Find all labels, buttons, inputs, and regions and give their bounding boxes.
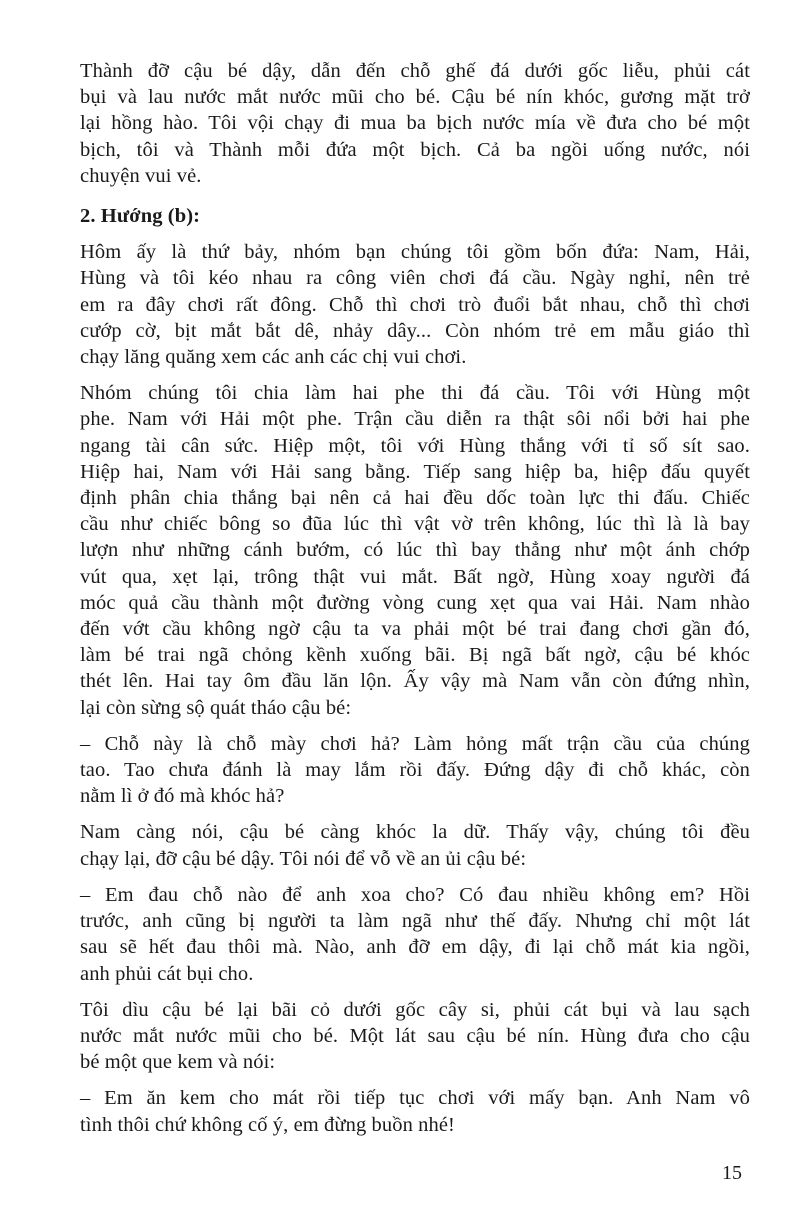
- text-line: Hiệp hai, Nam với Hải sang bằng. Tiếp sang hiệp ba, hiệp đấu quyết: [80, 460, 750, 483]
- page-content: [80, 58, 750, 1138]
- text-line: Nhóm chúng tôi chia làm hai phe thi đá cầu. Tôi với Hùng một: [80, 382, 750, 405]
- text-line: chuyện vui vẻ.: [80, 164, 202, 187]
- text-line: làm bé trai ngã chỏng kềnh xuống bãi. Bị ngã bất ngờ, cậu bé khóc: [80, 644, 750, 667]
- text-line: sau sẽ hết đau thôi mà. Nào, anh đỡ em dậy, đi lại chỗ mát kia ngồi,: [80, 936, 750, 959]
- text-line: chạy lại, đỡ cậu bé dậy. Tôi nói để vỗ về an ủi cậu bé:: [80, 847, 527, 870]
- text-line: lượn như những cánh bướm, có lúc thì bay thẳng như một ánh chớp: [80, 539, 750, 562]
- text-line: – Chỗ này là chỗ mày chơi hả? Làm hỏng mất trận cầu của chúng: [80, 732, 750, 755]
- text-line: lại hồng hào. Tôi vội chạy đi mua ba bịch nước mía về đưa cho bé một: [80, 112, 750, 135]
- text-line: nằm lì ở đó mà khóc hả?: [80, 785, 285, 808]
- text-line: chạy lăng quăng xem các anh các chị vui chơi.: [80, 346, 467, 369]
- paragraph-7: [80, 997, 750, 1076]
- text-line: Hôm ấy là thứ bảy, nhóm bạn chúng tôi gồm bốn đứa: Nam, Hải,: [80, 241, 750, 264]
- paragraph-2: [80, 239, 750, 370]
- text-line: ngang tài cân sức. Hiệp một, tôi với Hùng thắng với tỉ số sít sao.: [80, 434, 750, 457]
- text-line: nước mắt nước mũi cho bé. Một lát sau cậu bé nín. Hùng đưa cho cậu: [80, 1024, 750, 1047]
- paragraph-3: [80, 380, 750, 721]
- paragraph-5: [80, 819, 750, 871]
- paragraph-8: [80, 1085, 750, 1137]
- paragraph-1: [80, 58, 750, 189]
- page-number: 15: [722, 1162, 742, 1184]
- text-line: Nam càng nói, cậu bé càng khóc la dữ. Thấy vậy, chúng tôi đều: [80, 821, 750, 844]
- text-line: – Em đau chỗ nào để anh xoa cho? Có đau nhiều không em? Hồi: [80, 883, 750, 906]
- text-line: vút qua, xẹt lại, trông thật vui mắt. Bất ngờ, Hùng xoay người đá: [80, 565, 750, 588]
- text-line: cầu như chiếc bông so đũa lúc thì vật vờ trên không, lúc thì là là bay: [80, 513, 750, 536]
- text-line: – Em ăn kem cho mát rồi tiếp tục chơi với mấy bạn. Anh Nam vô: [80, 1087, 750, 1110]
- text-line: bụi và lau nước mắt nước mũi cho bé. Cậu bé nín khóc, gương mặt trở: [80, 86, 750, 109]
- text-line: Tôi dìu cậu bé lại bãi cỏ dưới gốc cây si, phủi cát bụi và lau sạch: [80, 998, 750, 1021]
- text-line: móc quả cầu thành một đường vòng cung xẹt qua vai Hải. Nam nhào: [80, 591, 750, 614]
- text-line: bé một que kem và nói:: [80, 1051, 276, 1074]
- text-line: tao. Tao chưa đánh là may lắm rồi đấy. Đứng dậy đi chỗ khác, còn: [80, 759, 750, 782]
- text-line: Hùng và tôi kéo nhau ra công viên chơi đá cầu. Ngày nghỉ, nên trẻ: [80, 267, 750, 290]
- section-heading: 2. Hướng (b):: [80, 205, 201, 228]
- text-line: anh phủi cát bụi cho.: [80, 962, 254, 985]
- text-line: tình thôi chứ không cố ý, em đừng buồn nhé!: [80, 1113, 455, 1136]
- text-line: em ra đây chơi rất đông. Chỗ thì chơi trò đuổi bắt nhau, chỗ thì chơi: [80, 293, 750, 316]
- text-line: bịch, tôi và Thành mỗi đứa một bịch. Cả ba ngồi uống nước, nói: [80, 138, 750, 161]
- text-line: thét lên. Hai tay ôm đầu lăn lộn. Ấy vậy mà Nam vẫn còn đứng nhìn,: [80, 670, 750, 693]
- text-line: lại còn sừng sộ quát tháo cậu bé:: [80, 696, 352, 719]
- text-line: cướp cờ, bịt mắt bắt dê, nhảy dây... Còn nhóm trẻ em mẫu giáo thì: [80, 319, 750, 342]
- text-line: định phân chia thắng bại nên cả hai đều dốc toàn lực thi đấu. Chiếc: [80, 487, 750, 510]
- text-line: Thành đỡ cậu bé dậy, dẫn đến chỗ ghế đá dưới gốc liễu, phủi cát: [80, 60, 750, 82]
- text-line: đến vớt cầu không ngờ cậu ta va phải một bé trai đang chơi gần đó,: [80, 618, 750, 641]
- text-line: phe. Nam với Hải một phe. Trận cầu diễn ra thật sôi nổi bởi hai phe: [80, 408, 750, 431]
- paragraph-4: [80, 731, 750, 810]
- text-line: trước, anh cũng bị người ta làm ngã như thế đấy. Nhưng chỉ một lát: [80, 910, 750, 933]
- paragraph-6: [80, 882, 750, 987]
